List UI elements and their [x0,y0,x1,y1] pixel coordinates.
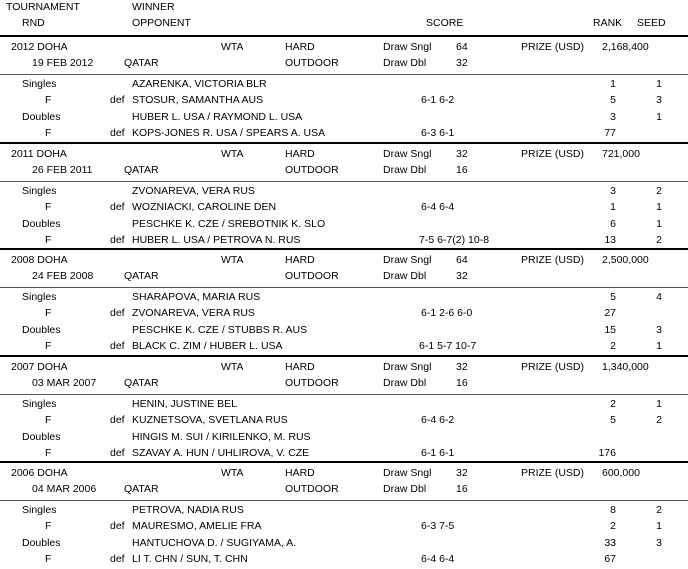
tournament-year-city: 2012 DOHA [11,41,68,53]
header-winner: WINNER [132,1,175,13]
draw-singles-label: Draw Sngl [383,147,432,160]
tournament-year-city: 2006 DOHA [11,467,68,480]
singles-def: def [110,94,125,106]
singles-winner-seed: 1 [656,78,662,90]
tournament-year-city: 2011 DOHA [11,147,67,160]
doubles-winner-rank: 33 [604,537,616,550]
prize-value: 2,168,400 [602,41,649,53]
tournament-country: QATAR [124,57,159,69]
doubles-def: def [110,233,125,246]
doubles-score: 6-1 6-1 [421,446,455,459]
singles-opponent-seed: 3 [656,94,662,106]
singles-opponent: STOSUR, SAMANTHA AUS [132,94,264,106]
tournament-date: 26 FEB 2011 [32,163,93,176]
prize-value: 1,340,000 [602,360,649,373]
draw-singles-value: 32 [456,147,468,160]
doubles-score: 7-5 6-7(2) 10-8 [419,233,490,246]
tournament-year-city: 2008 DOHA [11,254,68,267]
tournament-country: QATAR [124,163,159,176]
tournament-tour: WTA [221,360,244,373]
doubles-winner: HANTUCHOVA D. / SUGIYAMA, A. [132,537,297,550]
header-score: SCORE [426,17,464,29]
singles-round: F [45,94,52,106]
info-divider [0,500,688,501]
header-rnd: RND [22,17,45,29]
singles-opponent-rank: 5 [610,413,616,426]
tournament-divider [0,248,688,250]
singles-opponent: ZVONAREVA, VERA RUS [132,307,255,320]
tournament-divider [0,142,688,144]
tournament-setting: OUTDOOR [285,483,339,496]
singles-winner: SHARAPOVA, MARIA RUS [132,291,261,304]
doubles-winner-seed: 3 [656,537,662,550]
draw-doubles-value: 16 [456,163,468,176]
doubles-def: def [110,553,125,566]
doubles-label: Doubles [22,111,61,123]
prize-value: 2,500,000 [602,254,649,267]
draw-doubles-label: Draw Dbl [383,270,427,283]
draw-singles-label: Draw Sngl [383,467,432,480]
singles-winner-rank: 5 [610,291,616,304]
singles-winner-rank: 8 [610,504,616,517]
singles-label: Singles [22,397,57,410]
singles-def: def [110,413,125,426]
doubles-opponent: HUBER L. USA / PETROVA N. RUS [132,233,301,246]
singles-winner-rank: 1 [610,78,616,90]
singles-winner-seed: 1 [656,397,662,410]
singles-winner-seed: 4 [656,291,662,304]
tournament-date: 04 MAR 2006 [32,483,97,496]
prize-label: PRIZE (USD) [521,41,584,53]
doubles-winner-rank: 15 [604,324,616,337]
tournament-surface: HARD [285,147,315,160]
draw-doubles-value: 32 [456,57,468,69]
info-divider [0,394,688,395]
singles-winner: AZARENKA, VICTORIA BLR [132,78,267,90]
singles-opponent-seed: 1 [656,200,662,213]
singles-winner-rank: 3 [610,184,616,197]
draw-singles-label: Draw Sngl [383,41,432,53]
doubles-score: 6-1 5-7 10-7 [419,340,477,353]
singles-winner-rank: 2 [610,397,616,410]
doubles-round: F [45,553,52,566]
doubles-opponent: BLACK C. ZIM / HUBER L. USA [132,340,283,353]
tournament-setting: OUTDOOR [285,57,339,69]
draw-singles-value: 32 [456,360,468,373]
tournament-surface: HARD [285,254,315,267]
info-divider [0,74,688,75]
singles-opponent-seed: 1 [656,520,662,533]
singles-label: Singles [22,504,57,517]
doubles-winner-rank: 6 [610,217,616,230]
draw-doubles-label: Draw Dbl [383,376,427,389]
singles-score: 6-1 6-2 [421,94,455,106]
info-divider [0,181,688,182]
tournament-divider [0,355,688,357]
doubles-round: F [45,340,52,353]
doubles-round: F [45,233,52,246]
doubles-winner: HINGIS M. SUI / KIRILENKO, M. RUS [132,430,311,443]
doubles-winner: PESCHKE K. CZE / STUBBS R. AUS [132,324,308,337]
singles-def: def [110,200,125,213]
draw-singles-value: 32 [456,467,468,480]
doubles-opponent-rank: 13 [604,233,616,246]
tournament-tour: WTA [221,467,244,480]
tournament-country: QATAR [124,270,159,283]
draw-doubles-value: 16 [456,376,468,389]
singles-round: F [45,520,52,533]
prize-value: 600,000 [602,467,640,480]
doubles-opponent: KOPS-JONES R. USA / SPEARS A. USA [132,127,326,139]
tournament-tour: WTA [221,254,244,267]
singles-label: Singles [22,184,57,197]
singles-opponent-rank: 27 [604,307,616,320]
singles-opponent-rank: 1 [610,200,616,213]
draw-singles-value: 64 [456,41,468,53]
tournament-tour: WTA [221,41,244,53]
doubles-opponent: SZAVAY A. HUN / UHLIROVA, V. CZE [132,446,310,459]
doubles-score: 6-3 6-1 [421,127,455,139]
prize-label: PRIZE (USD) [521,147,584,160]
singles-winner: ZVONAREVA, VERA RUS [132,184,255,197]
singles-opponent-rank: 5 [610,94,616,106]
draw-doubles-value: 16 [456,483,468,496]
doubles-winner-seed: 1 [656,111,662,123]
singles-label: Singles [22,78,57,90]
singles-opponent: WOZNIACKI, CAROLINE DEN [132,200,277,213]
draw-doubles-label: Draw Dbl [383,57,427,69]
singles-label: Singles [22,291,57,304]
doubles-label: Doubles [22,537,61,550]
singles-round: F [45,307,52,320]
tournament-date: 19 FEB 2012 [32,57,94,69]
singles-opponent-rank: 2 [610,520,616,533]
doubles-opponent-rank: 2 [610,340,616,353]
doubles-opponent: LI T. CHN / SUN, T. CHN [132,553,248,566]
tournament-setting: OUTDOOR [285,270,339,283]
tournament-date: 24 FEB 2008 [32,270,94,283]
singles-def: def [110,520,125,533]
doubles-winner-seed: 3 [656,324,662,337]
singles-score: 6-3 7-5 [421,520,455,533]
doubles-def: def [110,340,125,353]
doubles-winner: PESCHKE K. CZE / SREBOTNIK K. SLO [132,217,326,230]
tournament-surface: HARD [285,467,315,480]
singles-score: 6-4 6-4 [421,200,455,213]
singles-opponent: MAURESMO, AMELIE FRA [132,520,262,533]
header-opponent: OPPONENT [132,17,191,29]
singles-score: 6-1 2-6 6-0 [421,307,473,320]
tournament-surface: HARD [285,41,315,53]
singles-round: F [45,200,52,213]
draw-doubles-label: Draw Dbl [383,163,427,176]
doubles-opponent-rank: 67 [604,553,616,566]
doubles-label: Doubles [22,324,61,337]
doubles-opponent-seed: 1 [656,340,662,353]
prize-label: PRIZE (USD) [521,467,584,480]
draw-doubles-label: Draw Dbl [383,483,427,496]
draw-singles-value: 64 [456,254,468,267]
doubles-round: F [45,127,52,139]
singles-opponent: KUZNETSOVA, SVETLANA RUS [132,413,288,426]
prize-label: PRIZE (USD) [521,254,584,267]
draw-doubles-value: 32 [456,270,468,283]
tournament-tour: WTA [221,147,244,160]
info-divider [0,287,688,288]
header-seed: SEED [637,17,666,29]
singles-def: def [110,307,125,320]
doubles-winner-seed: 1 [656,217,662,230]
singles-winner-seed: 2 [656,184,662,197]
doubles-opponent-rank: 176 [598,446,616,459]
doubles-label: Doubles [22,217,61,230]
doubles-winner-rank: 3 [610,111,616,123]
singles-winner: HENIN, JUSTINE BEL [132,397,238,410]
draw-singles-label: Draw Sngl [383,254,432,267]
tournament-date: 03 MAR 2007 [32,376,97,389]
singles-score: 6-4 6-2 [421,413,455,426]
header-tournament: TOURNAMENT [6,1,80,13]
doubles-def: def [110,127,125,139]
tournament-setting: OUTDOOR [285,376,339,389]
doubles-label: Doubles [22,430,61,443]
singles-winner-seed: 2 [656,504,662,517]
tournament-year-city: 2007 DOHA [11,360,68,373]
doubles-round: F [45,446,52,459]
prize-label: PRIZE (USD) [521,360,584,373]
prize-value: 721,000 [602,147,640,160]
singles-opponent-seed: 2 [656,413,662,426]
tournament-country: QATAR [124,483,159,496]
header-divider [0,35,688,37]
tournament-divider [0,461,688,463]
tournament-setting: OUTDOOR [285,163,339,176]
tournament-country: QATAR [124,376,159,389]
doubles-def: def [110,446,125,459]
doubles-opponent-rank: 77 [604,127,616,139]
singles-round: F [45,413,52,426]
singles-winner: PETROVA, NADIA RUS [132,504,244,517]
doubles-winner: HUBER L. USA / RAYMOND L. USA [132,111,303,123]
doubles-opponent-seed: 2 [656,233,662,246]
doubles-score: 6-4 6-4 [421,553,455,566]
draw-singles-label: Draw Sngl [383,360,432,373]
header-rank: RANK [593,17,623,29]
tournament-surface: HARD [285,360,315,373]
